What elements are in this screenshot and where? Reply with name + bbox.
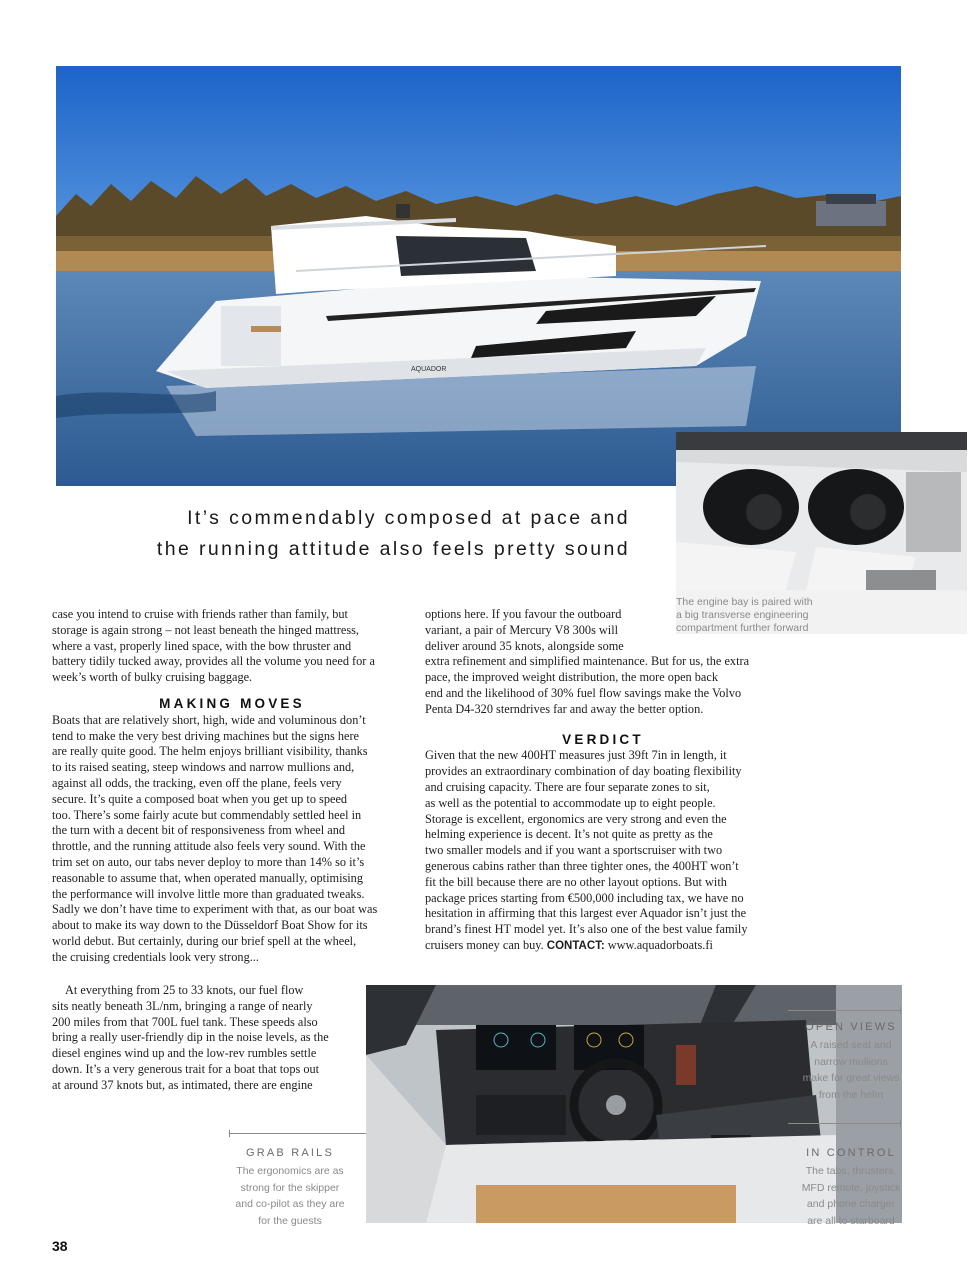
engine-caption-line: a big transverse engineering: [676, 609, 809, 621]
callout-line: A raised seat and: [810, 1039, 892, 1051]
text-line: package prices starting from €500,000 including tax, we have no: [425, 890, 744, 905]
callout-title: OPEN VIEWS: [805, 1021, 897, 1033]
text-line: Boats that are relatively short, high, wide and voluminous don’t: [52, 712, 366, 727]
paragraph: [52, 607, 412, 686]
callout-tick: [900, 1120, 901, 1127]
text-line: end and the likelihood of 30% fuel flow savings make the Volvo: [425, 685, 742, 700]
callout-open-views: [788, 1021, 914, 1103]
contact-url-link[interactable]: www.aquadorboats.fi: [604, 937, 713, 952]
article-column-left-lower: [52, 983, 352, 1094]
article-column-right: [425, 607, 785, 955]
text-line: secure. It’s quite a composed boat when you get up to speed: [52, 791, 348, 806]
engine-caption-line: The engine bay is paired with: [676, 596, 813, 608]
text-line: extra refinement and simplified maintenance. But for us, the extra: [425, 654, 750, 669]
text-line: too. There’s some fairly acute but commendably settled heel in: [52, 807, 362, 822]
text-line: to its raised seating, steep windows and narrow mullions and,: [52, 760, 355, 775]
text-line: as well as the potential to accommodate up to eight people.: [425, 795, 716, 810]
text-line: trim set on auto, our tabs never deploy to more than 14% so it’s: [52, 854, 365, 869]
text-line: reasonable to assume that, when operated manually, optimising: [52, 870, 363, 885]
text-line: the performance will involve little more than graduated tweaks.: [52, 886, 365, 901]
text-line: hesitation in affirming that this largest ever Aquador isn’t just the: [425, 906, 747, 921]
text-line: two smaller models and if you want a sportscruiser with two: [425, 843, 723, 858]
text-line: deliver around 35 knots, alongside some: [425, 638, 624, 653]
text-line: the turn with a decent bit of responsiveness from wheel and: [52, 823, 345, 838]
text-line: against all odds, the tracking, even off the plane, feels very: [52, 775, 342, 790]
pull-quote-line: It’s commendably composed at pace and: [187, 507, 630, 529]
text-line: provides an extraordinary combination of day boating flexibility: [425, 764, 742, 779]
engine-bay-illustration: [676, 432, 967, 590]
text-line: pace, the improved weight distribution, the more open back: [425, 670, 718, 685]
callout-in-control: [788, 1147, 914, 1229]
callout-line: MFD remote, joystick: [801, 1181, 901, 1194]
engine-bay-photo: [676, 432, 967, 590]
text-line: are really quite good. The helm enjoys brilliant visibility, thanks: [52, 744, 368, 759]
paragraph: [425, 607, 785, 718]
hero-boat-illustration: [56, 66, 901, 486]
paragraph: [425, 748, 785, 954]
callout-line: from the helm: [818, 1088, 884, 1101]
text-line: 200 miles from that 700L fuel tank. These speeds also: [52, 1014, 318, 1029]
text-line-contact: [425, 938, 785, 955]
text-line: at around 37 knots but, as intimated, there are engine: [52, 1077, 313, 1092]
callout-line: for the guests: [258, 1214, 322, 1227]
text-line: fit the bill because there are no other layout options. But with: [425, 874, 727, 889]
callout-line: make for great views: [802, 1072, 900, 1084]
text-line: about to make its way down to the Düsseldorf Boat Show for its: [52, 918, 368, 933]
text-line: tend to make the very best driving machines but the signs here: [52, 728, 360, 743]
callout-tick: [900, 1007, 901, 1014]
paragraph: [52, 983, 352, 1094]
pull-quote: [120, 503, 630, 565]
callout-line: narrow mullions: [814, 1055, 888, 1068]
text-line: bring a really user-friendly dip in the noise levels, as the: [52, 1030, 329, 1045]
section-heading-making-moves: MAKING MOVES: [159, 695, 305, 711]
callout-rule: [788, 1010, 901, 1011]
paragraph: [52, 713, 412, 966]
text-line: diesel engines wind up and the low-rev rumbles settle: [52, 1046, 317, 1061]
callout-rule: [788, 1123, 901, 1124]
callout-rule: [229, 1133, 366, 1134]
text-line: helming experience is decent. It’s not quite as pretty as the: [425, 827, 713, 842]
text-line: Sadly we don’t have time to experiment with that, as our boat was: [52, 902, 378, 917]
text-line: options here. If you favour the outboard: [425, 607, 622, 621]
engine-caption-line: compartment further forward: [676, 622, 809, 634]
text-line: At everything from 25 to 33 knots, our fuel flow: [65, 983, 304, 997]
engine-inset: [676, 432, 967, 634]
text-line: sits neatly beneath 3L/nm, bringing a range of nearly: [52, 998, 313, 1013]
text-line: Storage is excellent, ergonomics are very strong and even the: [425, 811, 727, 826]
text-line: case you intend to cruise with friends rather than family, but: [52, 607, 348, 621]
page-number: 38: [52, 1238, 68, 1254]
hull-name-text: AQUADOR: [411, 366, 447, 373]
text-line: battery tidily tucked away, provides all the volume you need for a: [52, 654, 375, 669]
hero-photo: [56, 66, 901, 486]
text-line: Given that the new 400HT measures just 39ft 7in in length, it: [425, 748, 727, 763]
text-line: generous cabins rather than three tighter ones, the 400HT won’t: [425, 858, 739, 873]
last-line-text: cruisers money can buy.: [425, 937, 547, 952]
callout-line: strong for the skipper: [240, 1181, 340, 1194]
pull-quote-line: the running attitude also feels pretty sound: [156, 538, 630, 560]
text-line: world debut. But certainly, during our brief spell at the wheel,: [52, 933, 357, 948]
text-line: throttle, and the running attitude also feels very sound. With the: [52, 839, 366, 854]
callout-line: and phone charger: [806, 1198, 896, 1210]
text-line: week’s worth of bulky cruising baggage.: [52, 670, 253, 685]
contact-label: CONTACT:: [546, 939, 605, 952]
callout-grab-rails: [224, 1147, 356, 1229]
callout-line: are all to starboard: [807, 1214, 895, 1227]
callout-line: The tabs, thrusters,: [805, 1165, 897, 1177]
text-line: storage is again strong – not least beneath the hinged mattress,: [52, 622, 360, 637]
section-heading-verdict: VERDICT: [562, 731, 644, 747]
article-column-left: [52, 607, 412, 966]
text-line: variant, a pair of Mercury V8 300s will: [425, 622, 619, 637]
callout-title: IN CONTROL: [806, 1147, 896, 1159]
callout-line: and co-pilot as they are: [235, 1198, 345, 1210]
callout-line: The ergonomics are as: [236, 1165, 344, 1177]
text-line: brand’s finest HT model yet. It’s also one of the best value family: [425, 922, 748, 937]
text-line: Penta D4-320 sterndrives far and away the better option.: [425, 701, 704, 716]
callout-title: GRAB RAILS: [245, 1147, 335, 1159]
text-line: the cruising credentials look very strong...: [52, 949, 259, 964]
text-line: and cruising capacity. There are four separate zones to sit,: [425, 779, 710, 794]
text-line: where a vast, properly lined space, with the bow thruster and: [52, 638, 352, 653]
text-line: down. It’s a very generous trait for a boat that tops out: [52, 1061, 320, 1076]
